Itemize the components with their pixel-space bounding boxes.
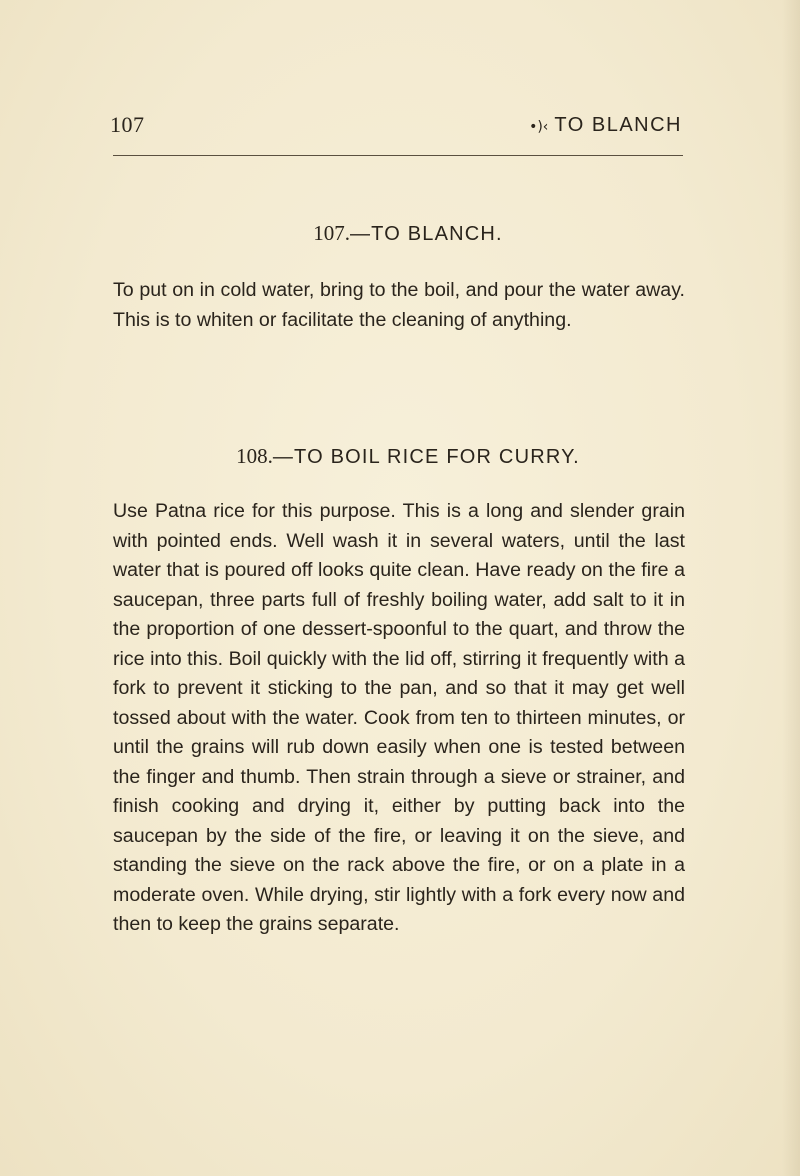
page-number: 107: [110, 112, 145, 137]
section-title: —TO BOIL RICE FOR CURRY.: [272, 446, 580, 468]
page-edge-shadow: [782, 0, 800, 1176]
running-head: [110, 112, 682, 142]
section-heading-107: [0, 221, 800, 246]
section-number: 107.: [313, 221, 350, 245]
section-heading-108: [0, 444, 800, 469]
section-body-108: Use Patna rice for this purpose. This is a long and slender grain with pointed ends. Well wash it in several waters, until the last water that is poured off looks quite clean. Have ready on the fire a saucepan, three parts full of freshly boiling water, add salt to it in the proportion of one dessert-spoonful to the quart, and throw the rice into this. Boil quickly with the lid off, stirring it frequently with a fork to prevent it sticking to the pan, and so that it may get well tossed about with the water. Cook from ten to thirteen minutes, or until the grains will rub down easily when one is tested between the finger and thumb. Then strain through a sieve or strainer, and finish cooking and drying it, either by putting back into the saucepan by the side of the fire, or leaving it on the sieve, and standing the sieve on the rack above the fire, or on a plate in a moderate oven. While drying, stir lightly with a fork every now and then to keep the grains separate.: [113, 500, 685, 935]
ornament-icon: •)‹: [529, 119, 549, 135]
header-rule: [113, 155, 683, 156]
section-body-107: To put on in cold water, bring to the boil, and pour the water away. This is to whiten or facilitate the cleaning of anything.: [113, 279, 685, 331]
section-title: —TO BLANCH.: [349, 223, 503, 245]
section-number: 108.: [236, 444, 273, 468]
running-title: [529, 114, 682, 137]
running-title-text: TO BLANCH: [554, 114, 682, 136]
